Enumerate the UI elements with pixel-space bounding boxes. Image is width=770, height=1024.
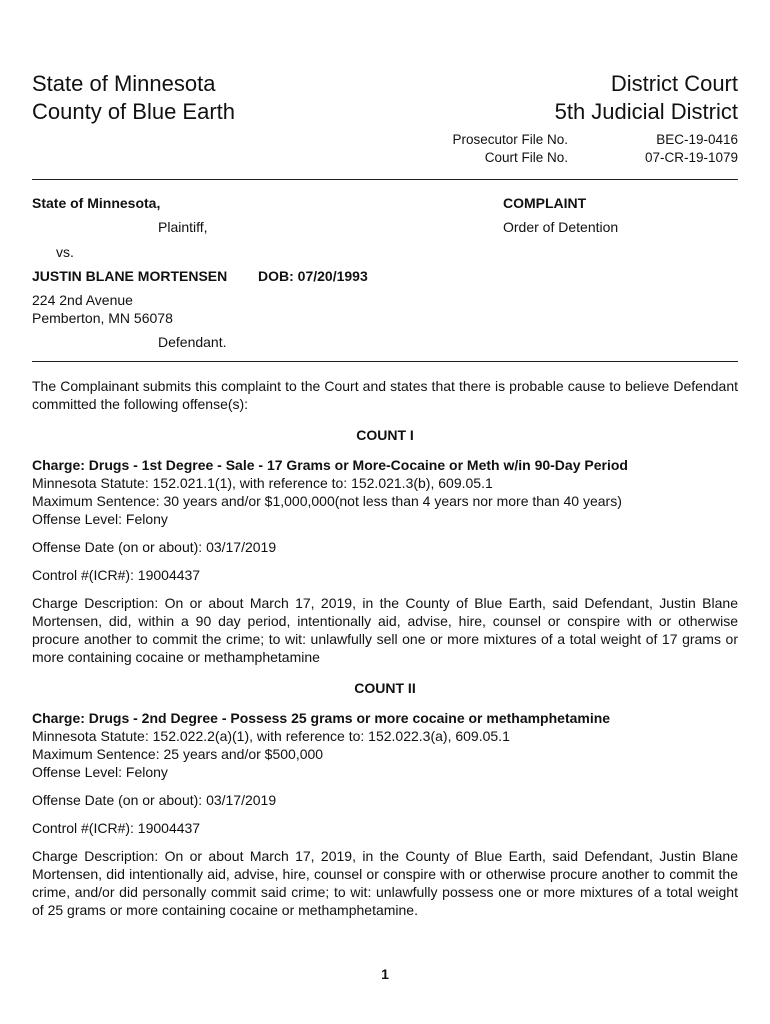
count-1-charge: Charge: Drugs - 1st Degree - Sale - 17 Grams or More-Cocaine or Meth w/in 90-Day Period [32,457,628,473]
plaintiff-name: State of Minnesota, [32,195,161,211]
defendant-label: Defendant. [158,334,227,350]
defendant-address-line2: Pemberton, MN 56078 [32,310,173,326]
count-2-description: Charge Description: On or about March 17, 2019, in the County of Blue Earth, said Defendant, Justin Blane Mortensen, did intentionally aid, advise, hire, counsel or conspire with or otherwise procure another to commit the crime, and/or did personally commit said crime; to wit: unlawfully possess one or more mixtures of a total weight of 25 grams or more containing cocaine or methamphetamine. [32,848,738,918]
count-2-statute: Minnesota Statute: 152.022.2(a)(1), with reference to: 152.022.3(a), 609.05.1 [32,728,510,744]
count-2-details [32,709,738,781]
divider-bottom [32,361,738,362]
count-1-control-number: Control #(ICR#): 19004437 [32,567,201,583]
count-2-level: Offense Level: Felony [32,764,168,780]
prosecutor-file-value: BEC-19-0416 [656,132,738,147]
file-numbers [420,131,738,167]
count-1-details [32,456,738,528]
defendant-dob: DOB: 07/20/1993 [258,268,368,284]
court-jurisdiction [32,70,235,126]
count-1-level: Offense Level: Felony [32,511,168,527]
document-subtitle: Order of Detention [503,219,619,235]
count-1-description: Charge Description: On or about March 17, 2019, in the County of Blue Earth, said Defendant, Justin Blane Mortensen, did, within a 90 day period, intentionally aid, advise, hire, counsel or conspire with or otherwise procure another to commit the crime; to wit: unlawfully sell one or more mixtures of a total weight of 17 grams or more containing cocaine or methamphetamine [32,595,738,665]
count-2-heading: COUNT II [354,680,416,696]
count-1-sentence: Maximum Sentence: 30 years and/or $1,000,000(not less than 4 years nor more than 40 years) [32,493,622,509]
intro-paragraph: The Complainant submits this complaint to the Court and states that there is probable cause to believe Defendant committed the following offense(s): [32,378,738,412]
state-name: State of Minnesota [32,71,216,96]
count-1-offense-date: Offense Date (on or about): 03/17/2019 [32,539,277,555]
divider-top [32,179,738,180]
county-name: County of Blue Earth [32,99,236,124]
document-title: COMPLAINT [503,195,587,211]
plaintiff-label: Plaintiff, [158,219,208,235]
count-2-sentence: Maximum Sentence: 25 years and/or $500,000 [32,746,324,762]
page-number: 1 [381,966,389,982]
court-name [555,70,738,126]
count-1-heading: COUNT I [356,427,414,443]
prosecutor-file-label: Prosecutor File No. [452,132,568,147]
count-2-offense-date: Offense Date (on or about): 03/17/2019 [32,792,277,808]
court-file-value: 07-CR-19-1079 [644,150,738,165]
court-file-label: Court File No. [484,150,568,165]
court-type: District Court [610,71,738,96]
count-2-charge: Charge: Drugs - 2nd Degree - Possess 25 grams or more cocaine or methamphetamine [32,710,611,726]
count-2-control-number: Control #(ICR#): 19004437 [32,820,201,836]
count-1-statute: Minnesota Statute: 152.021.1(1), with reference to: 152.021.3(b), 609.05.1 [32,475,493,491]
defendant-address-line1: 224 2nd Avenue [32,292,133,308]
versus-label: vs. [56,244,74,260]
judicial-district: 5th Judicial District [554,99,738,124]
defendant-name: JUSTIN BLANE MORTENSEN [32,268,228,284]
